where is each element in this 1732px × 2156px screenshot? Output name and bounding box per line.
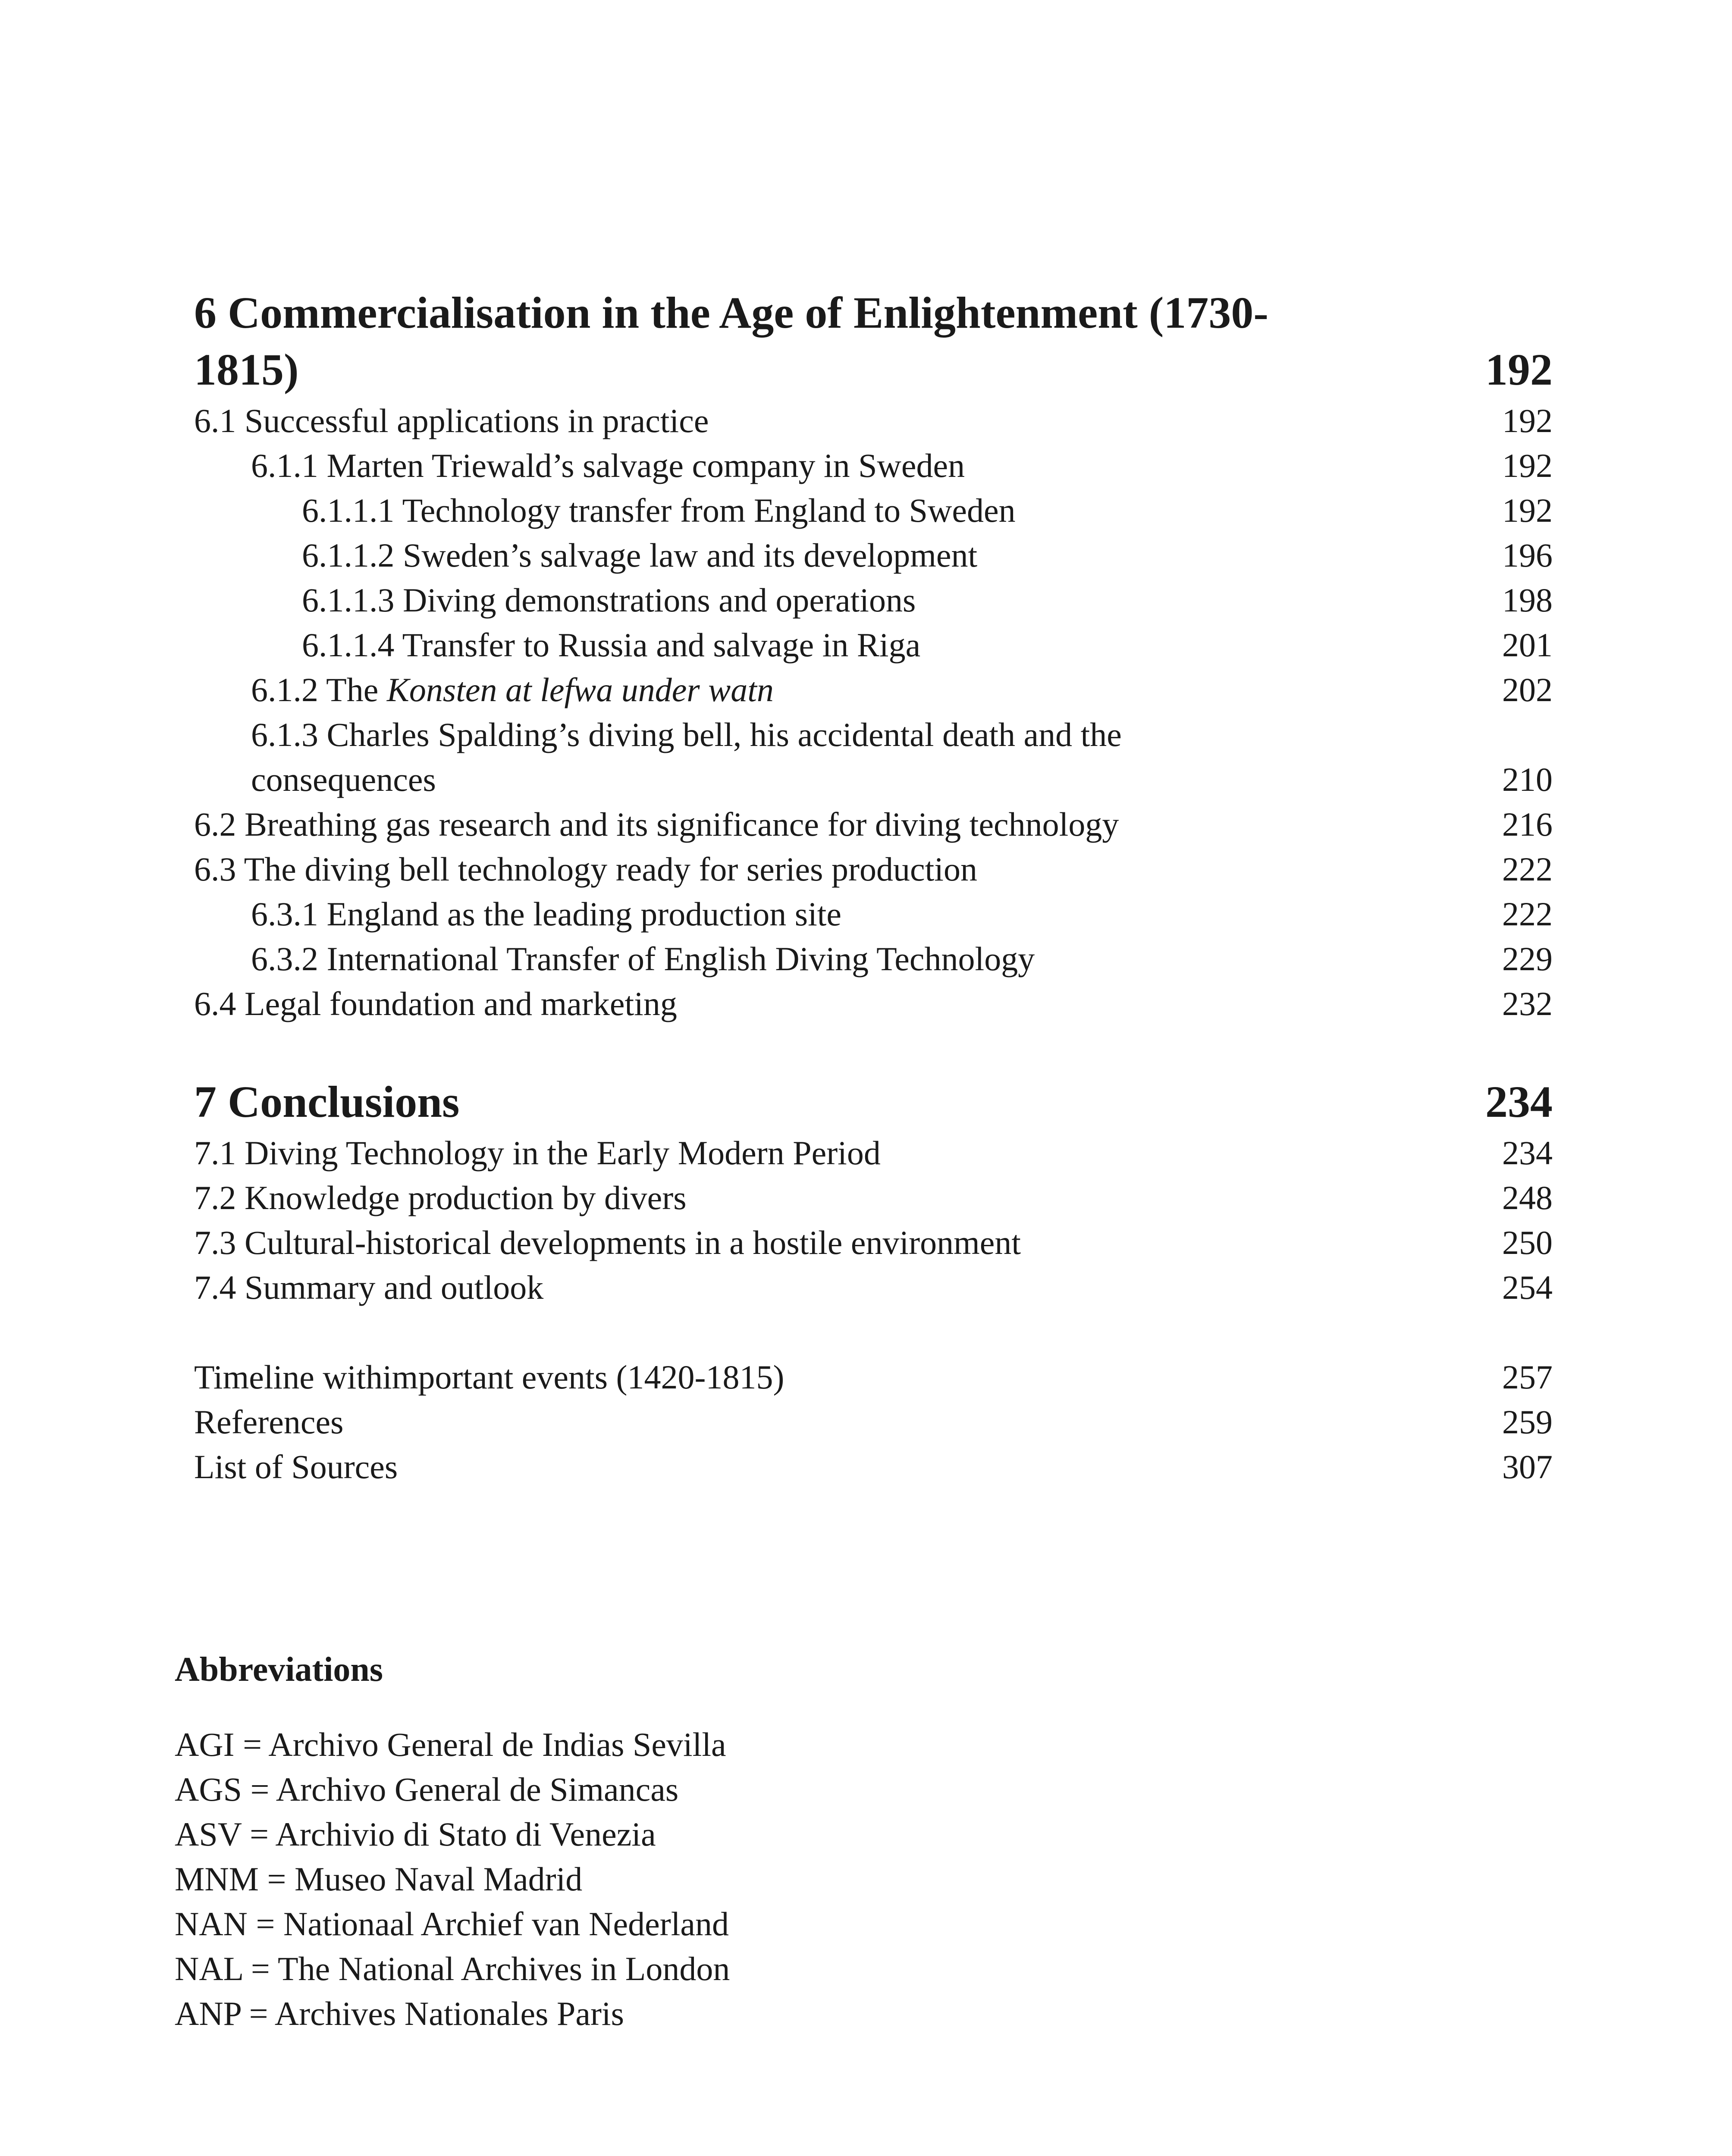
toc-entry-page: 210 xyxy=(1502,761,1553,798)
toc-entry-page: 196 xyxy=(1502,536,1553,574)
toc-entry-label: 7.1 Diving Technology in the Early Modern Period xyxy=(194,1134,881,1172)
toc-entry xyxy=(194,981,1553,1026)
chapter-7-heading xyxy=(194,1074,1553,1131)
toc-entry xyxy=(194,712,1553,757)
toc-entry-label: 7.4 Summary and outlook xyxy=(194,1269,544,1306)
toc-entry-page: 254 xyxy=(1502,1269,1553,1306)
toc-entry-label: 6.3.1 England as the leading production site xyxy=(251,895,842,933)
toc-entry xyxy=(194,443,1553,488)
toc-entry-page: 234 xyxy=(1502,1134,1553,1172)
toc-entry xyxy=(194,1400,1553,1445)
toc-entry-page: 307 xyxy=(1502,1448,1553,1485)
toc-entry-label-line2: consequences xyxy=(251,761,436,798)
toc-entry-page: 222 xyxy=(1502,850,1553,888)
toc-entry-label: 6.1.1.2 Sweden’s salvage law and its development xyxy=(302,536,978,574)
abbreviation-item: ASV = Archivio di Stato di Venezia xyxy=(175,1815,656,1853)
toc-entry-page: 216 xyxy=(1502,805,1553,843)
toc-entry-label-line1: 6.1.3 Charles Spalding’s diving bell, his accidental death and the xyxy=(251,716,1122,753)
abbreviation-item: NAL = The National Archives in London xyxy=(175,1950,730,1987)
toc-entry-label-italic: Konsten at lefwa under watn xyxy=(386,671,774,708)
toc-entry-label: 6.1.1.4 Transfer to Russia and salvage in Riga xyxy=(302,626,921,664)
toc-entry xyxy=(194,533,1553,578)
toc-entry xyxy=(194,578,1553,623)
toc-entry xyxy=(194,623,1553,667)
abbreviation-item: NAN = Nationaal Archief van Nederland xyxy=(175,1905,729,1943)
toc-entry-label xyxy=(194,667,1466,712)
toc-entry-label: 6.1 Successful applications in practice xyxy=(194,402,709,439)
toc-entry-label: 6.3 The diving bell technology ready for series production xyxy=(194,850,977,888)
abbreviation-item: AGI = Archivo General de Indias Sevilla xyxy=(175,1726,726,1763)
toc-entry-page: 201 xyxy=(1502,626,1553,664)
toc-entry xyxy=(194,398,1553,443)
toc-entry xyxy=(194,1131,1553,1175)
toc-entry-page: 192 xyxy=(1502,492,1553,529)
toc-entry-label: 7.2 Knowledge production by divers xyxy=(194,1179,687,1216)
toc-entry-label-prefix: 6.1.2 The xyxy=(251,671,387,708)
toc-entry-page: 259 xyxy=(1502,1403,1553,1441)
toc-entry xyxy=(194,667,1553,712)
toc-entry-page: 192 xyxy=(1502,447,1553,484)
toc-entry-label: References xyxy=(194,1403,344,1441)
toc-entry xyxy=(194,892,1553,937)
chapter-6-page: 192 xyxy=(1485,345,1553,395)
toc-entry xyxy=(194,1265,1553,1310)
abbreviation-item: ANP = Archives Nationales Paris xyxy=(175,1995,624,2032)
abbreviations-section xyxy=(175,1647,1296,2036)
toc-entry-page: 229 xyxy=(1502,940,1553,978)
toc-entry-page: 202 xyxy=(1502,671,1553,708)
toc-entry xyxy=(194,1445,1553,1489)
chapter-7-page: 234 xyxy=(1485,1077,1553,1127)
toc-entry xyxy=(194,488,1553,533)
table-of-contents xyxy=(194,285,1553,1489)
chapter-6-heading xyxy=(194,285,1553,398)
toc-entry xyxy=(194,1355,1553,1400)
toc-entry-label: 6.3.2 International Transfer of English Diving Technology xyxy=(251,940,1035,978)
toc-entry-page: 248 xyxy=(1502,1179,1553,1216)
toc-entry-page: 257 xyxy=(1502,1358,1553,1396)
toc-entry-label: 6.4 Legal foundation and marketing xyxy=(194,985,677,1022)
toc-entry xyxy=(194,937,1553,981)
toc-entry xyxy=(194,1175,1553,1220)
toc-entry-page: 232 xyxy=(1502,985,1553,1022)
toc-entry xyxy=(194,802,1553,847)
abbreviations-heading: Abbreviations xyxy=(175,1651,383,1689)
toc-entry-page: 222 xyxy=(1502,895,1553,933)
chapter-6-title-line2: 1815) xyxy=(194,345,299,395)
toc-entry xyxy=(194,1220,1553,1265)
toc-entry-label: 6.1.1.1 Technology transfer from England to Sweden xyxy=(302,492,1016,529)
toc-entry-label: 6.1.1.3 Diving demonstrations and operations xyxy=(302,581,916,619)
toc-entry xyxy=(194,847,1553,892)
chapter-6-title-line1: 6 Commercialisation in the Age of Enlightenment (1730- xyxy=(194,288,1269,338)
chapter-7-title: 7 Conclusions xyxy=(194,1077,460,1127)
toc-entry-label: 6.2 Breathing gas research and its significance for diving technology xyxy=(194,805,1119,843)
toc-entry-label: 6.1.1 Marten Triewald’s salvage company in Sweden xyxy=(251,447,965,484)
abbreviation-item: MNM = Museo Naval Madrid xyxy=(175,1860,583,1898)
toc-entry-label: Timeline withimportant events (1420-1815) xyxy=(194,1358,784,1396)
abbreviation-item: AGS = Archivo General de Simancas xyxy=(175,1771,679,1808)
toc-entry-page: 250 xyxy=(1502,1224,1553,1261)
toc-entry-label: List of Sources xyxy=(194,1448,398,1485)
toc-entry-page: 198 xyxy=(1502,581,1553,619)
toc-entry-label: 7.3 Cultural-historical developments in a hostile environment xyxy=(194,1224,1021,1261)
toc-entry-page: 192 xyxy=(1502,402,1553,439)
toc-entry xyxy=(194,757,1553,802)
